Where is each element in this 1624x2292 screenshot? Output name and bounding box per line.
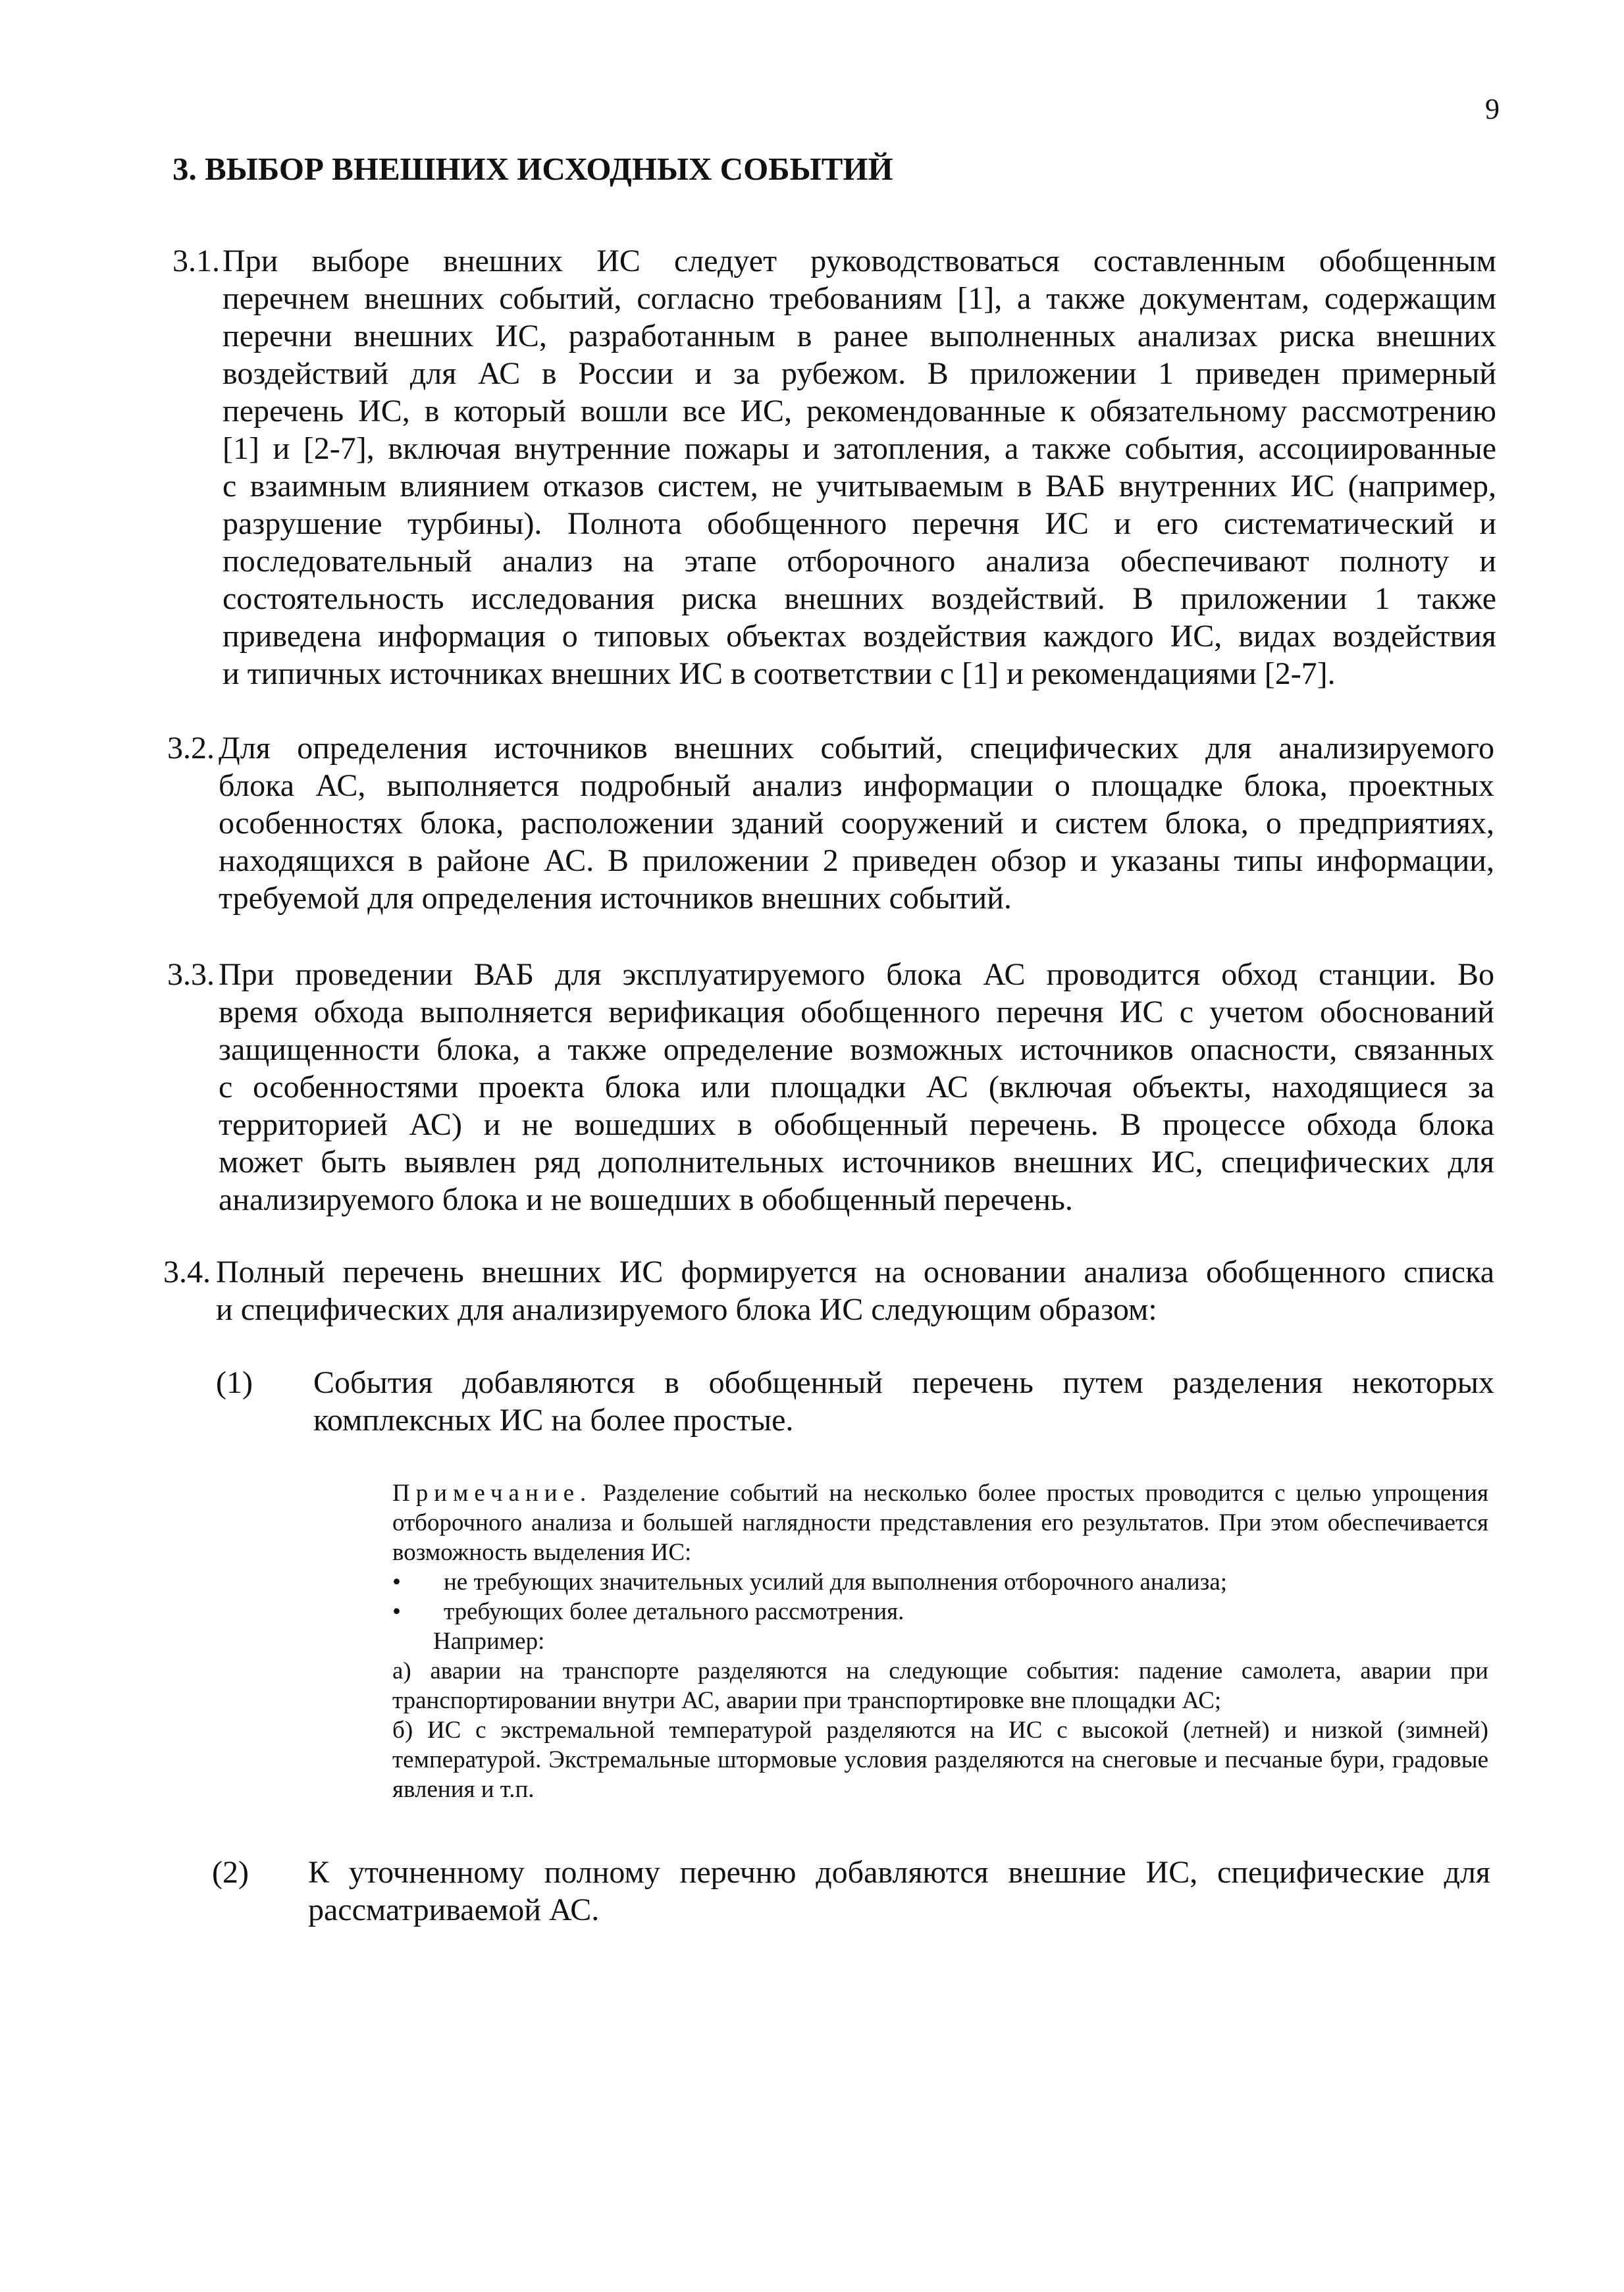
bullet-icon: • [392,1569,401,1596]
note-example: б) ИС с экстремальной температурой разделяются на ИС с высокой (летней) и низкой (зимней) температурой. Экстремальные штормовые условия разделяются на снеговые и песчаные бури, градовые явления и т.п. [392,1717,1488,1803]
section-heading: 3. ВЫБОР ВНЕШНИХ ИСХОДНЫХ СОБЫТИЙ [172,151,893,187]
text-line: При проведении ВАБ для эксплуатируемого блока АС проводится обход станции. Во [219,957,1494,992]
text-line: анализируемого блока и не вошедших в обобщенный перечень. [219,1182,1073,1217]
note-bullet [392,1597,1488,1627]
note-example: а) аварии на транспорте разделяются на следующие события: падение самолета, аварии при транспортировании внутри АС, аварии при транспортировке вне площадки АС; [392,1657,1488,1714]
list-item-text [313,1364,1494,1439]
note-intro-text: Разделение событий на несколько более простых проводится с целью упрощения отборочного анализа и большей наглядности представления его результатов. При этом обеспечивается возможность выделения ИС: [392,1480,1488,1566]
text-line: приведена информация о типовых объектах воздействия каждого ИС, видах воздействия [223,619,1496,654]
text-line: разрушение турбины). Полнота обобщенного перечня ИС и его систематический и [223,506,1496,541]
text-line: К уточненному полному перечню добавляются внешние ИС, специфические для [308,1855,1490,1890]
note-bullet-text: не требующих значительных усилий для выполнения отборочного анализа; [444,1569,1228,1596]
note-bullet [392,1567,1488,1597]
text-line: находящихся в районе АС. В приложении 2 приведен обзор и указаны типы информации, [219,843,1494,878]
bullet-icon: • [392,1598,401,1625]
text-line: комплексных ИС на более простые. [313,1403,794,1438]
text-line: состоятельность исследования риска внешних воздействий. В приложении 1 также [223,581,1496,616]
text-line: с особенностями проекта блока или площадки АС (включая объекты, находящиеся за [219,1070,1494,1105]
note-example-label: Например: [433,1628,545,1655]
paragraph-text [219,729,1494,917]
text-line: Полный перечень внешних ИС формируется на основании анализа обобщенного списка [216,1255,1494,1289]
text-line: время обхода выполняется верификация обобщенного перечня ИС с учетом обоснований [219,995,1494,1029]
text-line: и специфических для анализируемого блока ИС следующим образом: [216,1292,1157,1327]
text-line: перечни внешних ИС, разработанным в ранее выполненных анализах риска внешних [223,319,1496,353]
text-line: События добавляются в обобщенный перечень путем разделения некоторых [313,1365,1494,1400]
text-line: перечень ИС, в который вошли все ИС, рекомендованные к обязательному рассмотрению [223,394,1496,429]
text-line: последовательный анализ на этапе отборочного анализа обеспечивают полноту и [223,544,1496,579]
text-line: блока АС, выполняется подробный анализ информации о площадке блока, проектных [219,768,1494,803]
text-line: защищенности блока, а также определение возможных источников опасности, связанных [219,1032,1494,1067]
text-line: рассматриваемой АС. [308,1892,600,1927]
paragraph-text [216,1253,1494,1328]
note-bullet-text: требующих более детального рассмотрения. [444,1598,904,1625]
paragraph-number: 3.1. [172,244,220,278]
paragraph-number: 3.2. [167,731,215,766]
text-line: особенностях блока, расположении зданий сооружений и систем блока, о предприятиях, [219,806,1494,841]
text-line: и типичных источниках внешних ИС в соответствии с [1] и рекомендациями [2-7]. [223,656,1336,691]
text-line: перечнем внешних событий, согласно требованиям [1], а также документам, содержащим [223,281,1496,316]
list-item-text [308,1854,1490,1929]
text-line: территорией АС) и не вошедших в обобщенный перечень. В процессе обхода блока [219,1107,1494,1142]
paragraph-number: 3.3. [167,957,215,992]
text-line: может быть выявлен ряд дополнительных источников внешних ИС, специфических для [219,1145,1494,1180]
paragraph-number: 3.4. [163,1255,211,1289]
list-item-number: (1) [216,1365,253,1400]
note-label: Примечание. [392,1480,592,1507]
text-line: с взаимным влиянием отказов систем, не учитываемым в ВАБ внутренних ИС (например, [223,469,1496,504]
paragraph-text [219,956,1494,1218]
list-item-number: (2) [212,1855,249,1890]
page-number: 9 [1485,93,1500,125]
note-block [392,1478,1488,1804]
text-line: [1] и [2-7], включая внутренние пожары и затопления, а также события, ассоциированные [223,431,1496,466]
text-line: воздействий для АС в России и за рубежом. В приложении 1 приведен примерный [223,356,1496,391]
text-line: Для определения источников внешних событий, специфических для анализируемого [219,731,1494,766]
text-line: требуемой для определения источников внешних событий. [219,881,1012,916]
text-line: При выборе внешних ИС следует руководствоваться составленным обобщенным [223,244,1496,278]
paragraph-text [223,242,1496,692]
note-intro [392,1478,1488,1567]
